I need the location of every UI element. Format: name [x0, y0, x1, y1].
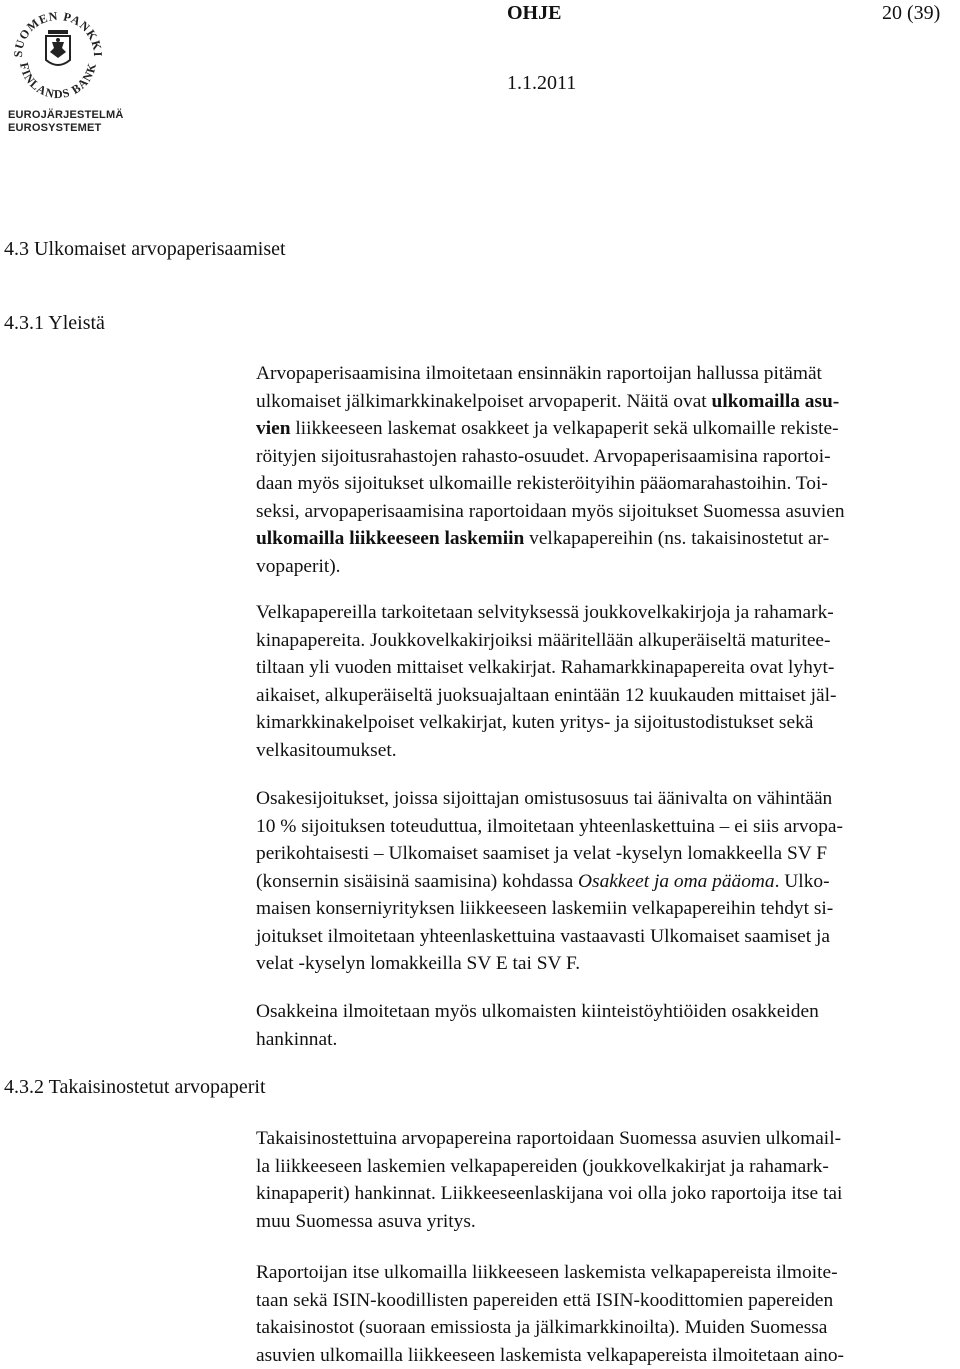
text-line: takaisinostot (suoraan emissiosta ja jälkimarkkinoilta). Muiden Suomessa [256, 1314, 956, 1342]
paragraph-4 [256, 998, 956, 1053]
bank-logo [8, 4, 108, 134]
text-line: Osakesijoitukset, joissa sijoittajan omistusosuus tai äänivalta on vähintään [256, 785, 956, 813]
emphasis: vien [256, 418, 290, 439]
text-line: joitukset ilmoitetaan yhteenlaskettuina vastaavasti Ulkomaiset saamiset ja [256, 923, 956, 951]
text-line: seksi, arvopaperisaamisina raportoidaan myös sijoitukset Suomessa asuvien [256, 498, 956, 526]
text-line: aikaiset, alkuperäiseltä juoksuajaltaan enintään 12 kuukauden mittaiset jäl- [256, 682, 956, 710]
subsection-heading-buyback: 4.3.2 Takaisinostetut arvopaperit [4, 1076, 266, 1099]
text-line: velkasitoumukset. [256, 737, 956, 765]
text-line: Arvopaperisaamisina ilmoitetaan ensinnäkin raportoijan hallussa pitämät [256, 360, 956, 388]
text-line: ulkomaiset jälkimarkkinakelpoiset arvopaperit. Näitä ovat ulkomailla asu- [256, 388, 956, 416]
text-line: maisen konserniyrityksen liikkeeseen laskemiin velkapapereihin tehdyt si- [256, 895, 956, 923]
section-heading: 4.3 Ulkomaiset arvopaperisaamiset [4, 238, 286, 261]
text-line: velat -kyselyn lomakkeilla SV E tai SV F. [256, 950, 956, 978]
text-line: vopaperit). [256, 553, 956, 581]
org-line-fi: EUROJÄRJESTELMÄ [8, 109, 108, 122]
paragraph-5 [256, 1125, 956, 1235]
bank-seal-icon [8, 4, 108, 104]
svg-text:SUOMEN PANKKI: SUOMEN PANKKI [11, 9, 105, 58]
subsection-heading-general: 4.3.1 Yleistä [4, 312, 105, 335]
text-line: kinapaperit) hankinnat. Liikkeeseenlaskijana voi olla joko raportoija itse tai [256, 1180, 956, 1208]
emphasis: ulkomailla asu- [712, 391, 840, 412]
page-number: 20 (39) [882, 2, 940, 25]
text-line: ulkomailla liikkeeseen laskemiin velkapapereihin (ns. takaisinostetut ar- [256, 525, 956, 553]
doc-type: OHJE [507, 2, 561, 25]
text-line: 10 % sijoituksen toteuduttua, ilmoitetaan yhteenlaskettuina – ei siis arvopa- [256, 813, 956, 841]
text-line: kimarkkinakelpoiset velkakirjat, kuten yritys- ja sijoitustodistukset sekä [256, 709, 956, 737]
text-line: Takaisinostettuina arvopapereina raportoidaan Suomessa asuvien ulkomail- [256, 1125, 956, 1153]
text-line: (konsernin sisäisinä saamisina) kohdassa Osakkeet ja oma pääoma. Ulko- [256, 868, 956, 896]
text-line: Velkapapereilla tarkoitetaan selvityksessä joukkovelkakirjoja ja rahamark- [256, 599, 956, 627]
text-line: röityjen sijoitusrahastojen rahasto-osuudet. Arvopaperisaamisina raportoi- [256, 443, 956, 471]
text-line: hankinnat. [256, 1026, 956, 1054]
text-line: perikohtaisesti – Ulkomaiset saamiset ja velat -kyselyn lomakkeella SV F [256, 840, 956, 868]
emphasis: ulkomailla liikkeeseen laskemiin [256, 528, 524, 549]
doc-date: 1.1.2011 [507, 72, 576, 95]
italic-term: Osakkeet ja oma pääoma [578, 871, 775, 892]
paragraph-1 [256, 360, 956, 580]
paragraph-3 [256, 785, 956, 978]
text-line: la liikkeeseen laskemien velkapapereiden (joukkovelkakirjat ja rahamark- [256, 1153, 956, 1181]
org-line-sv: EUROSYSTEMET [8, 122, 108, 135]
text-line: Osakkeina ilmoitetaan myös ulkomaisten kiinteistöyhtiöiden osakkeiden [256, 998, 956, 1026]
text-line: taan sekä ISIN-koodillisten papereiden että ISIN-koodittomien papereiden [256, 1287, 956, 1315]
text-line: muu Suomessa asuva yritys. [256, 1208, 956, 1236]
text-line: vien liikkeeseen laskemat osakkeet ja velkapaperit sekä ulkomaille rekiste- [256, 415, 956, 443]
paragraph-2 [256, 599, 956, 764]
text-line: daan myös sijoitukset ulkomaille rekisteröityihin pääomarahastoihin. Toi- [256, 470, 956, 498]
text-line: asuvien ulkomailla liikkeeseen laskemista velkapapereista ilmoitetaan aino- [256, 1342, 956, 1369]
text-line: Raportoijan itse ulkomailla liikkeeseen laskemista velkapapereista ilmoite- [256, 1259, 956, 1287]
paragraph-6 [256, 1259, 956, 1369]
text-line: tiltaan yli vuoden mittaiset velkakirjat. Rahamarkkinapapereita ovat lyhyt- [256, 654, 956, 682]
eurosystem-name [8, 109, 108, 135]
svg-text:FINLANDS BANK: FINLANDS BANK [17, 61, 99, 101]
text-line: kinapapereita. Joukkovelkakirjoiksi määritellään alkuperäiseltä maturitee- [256, 627, 956, 655]
